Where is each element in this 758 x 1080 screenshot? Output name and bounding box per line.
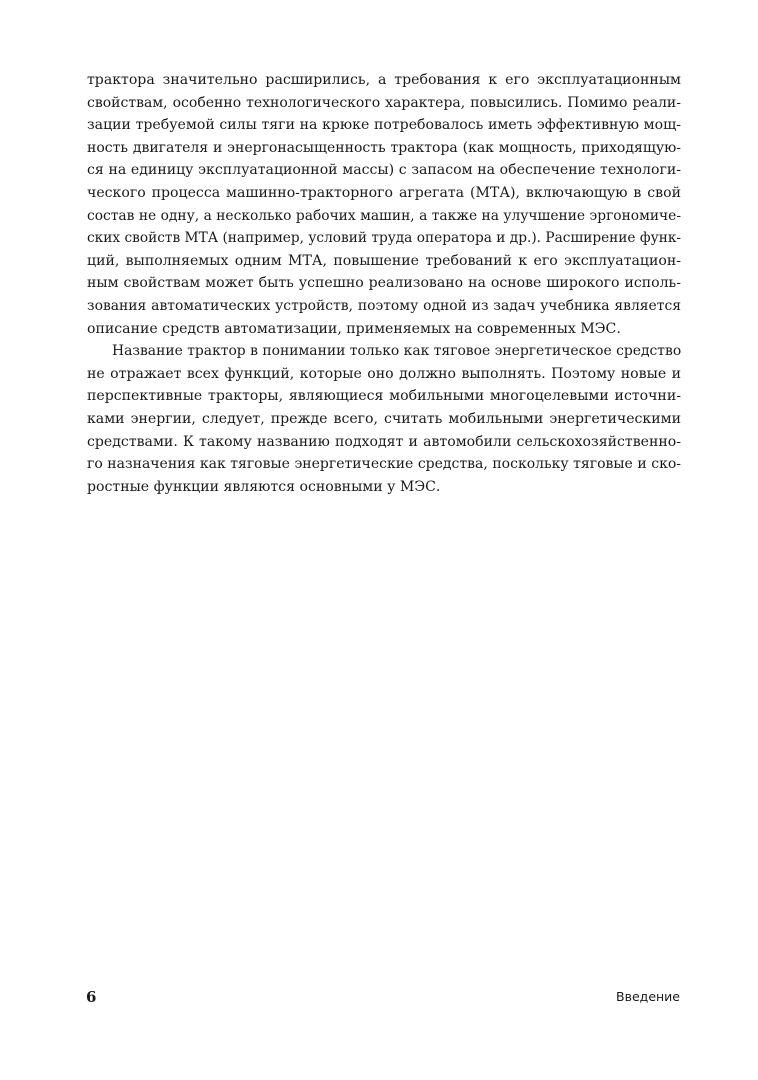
text-line: ских свойств МТА (например, условий труда оператора и др.). Расширение функ- bbox=[87, 230, 681, 247]
text-line: ся на единицу эксплуатационной массы) с запасом на обеспечение технологи- bbox=[87, 162, 681, 179]
text-line: Название трактор в понимании только как тяговое энергетическое средство bbox=[112, 343, 681, 360]
text-line: зации требуемой силы тяги на крюке потребовалось иметь эффективную мощ- bbox=[87, 117, 681, 134]
text-line: ростные функции являются основными у МЭС. bbox=[87, 478, 441, 495]
text-line: трактора значительно расширились, а требования к его эксплуатационным bbox=[87, 72, 681, 88]
text-line: ками энергии, следует, прежде всего, считать мобильными энергетическими bbox=[87, 410, 681, 427]
text-line: состав не одну, а несколько рабочих машин, а также на улучшение эргономиче- bbox=[87, 207, 681, 224]
text-line: го назначения как тяговые энергетические средства, поскольку тяговые и ско- bbox=[87, 456, 681, 473]
text-line: ность двигателя и энергонасыщенность трактора (как мощность, приходящую- bbox=[87, 139, 681, 156]
text-line: не отражает всех функций, которые оно должно выполнять. Поэтому новые и bbox=[87, 365, 681, 382]
paragraph-1 bbox=[87, 69, 681, 340]
text-line: описание средств автоматизации, применяемых на современных МЭС. bbox=[87, 320, 621, 337]
text-line: ным свойствам может быть успешно реализовано на основе широкого исполь- bbox=[87, 275, 681, 292]
running-footer-section-title: Введение bbox=[616, 989, 680, 1004]
paragraph-2 bbox=[87, 340, 681, 498]
page-number: 6 bbox=[86, 988, 97, 1006]
body-text bbox=[87, 69, 681, 498]
text-line: свойствам, особенно технологического характера, повысились. Помимо реали- bbox=[87, 94, 681, 111]
text-line: ческого процесса машинно-тракторного агрегата (МТА), включающую в свой bbox=[87, 184, 681, 201]
text-line: средствами. К такому названию подходят и автомобили сельскохозяйственно- bbox=[87, 433, 681, 450]
text-line: ций, выполняемых одним МТА, повышение требований к его эксплуатацион- bbox=[87, 252, 681, 269]
text-line: перспективные тракторы, являющиеся мобильными многоцелевыми источни- bbox=[87, 388, 681, 405]
text-line: зования автоматических устройств, поэтому одной из задач учебника является bbox=[87, 297, 681, 314]
